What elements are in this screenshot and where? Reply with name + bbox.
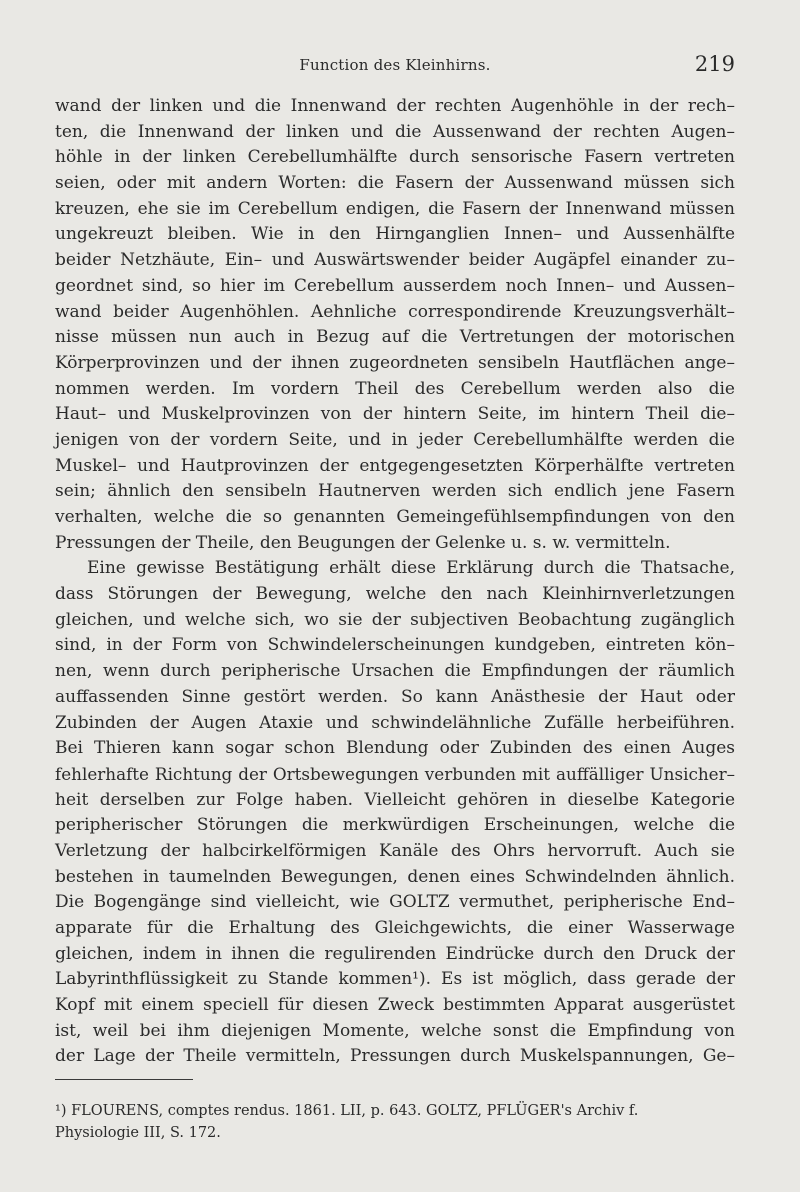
text-line: nommen werden. Im vordern Theil des Cerebellum werden also die bbox=[55, 378, 735, 399]
text-line: ist, weil bei ihm diejenigen Momente, welche sonst die Empfindung von bbox=[55, 1020, 735, 1041]
text-line: auffassenden Sinne gestört werden. So kann Anästhesie der Haut oder bbox=[55, 686, 735, 707]
text-line: geordnet sind, so hier im Cerebellum ausserdem noch Innen– und Aussen– bbox=[55, 275, 735, 296]
page-number: 219 bbox=[694, 52, 735, 76]
text-line: peripherischer Störungen die merkwürdigen Erscheinungen, welche die bbox=[55, 815, 735, 836]
text-line: seien, oder mit andern Worten: die Fasern der Aussenwand müssen sich bbox=[55, 173, 735, 194]
text-line: verhalten, welche die so genannten Gemeingefühlsempfindungen von den bbox=[55, 507, 735, 527]
text-line: bestehen in taumelnden Bewegungen, denen eines Schwindelnden ähnlich. bbox=[55, 866, 735, 887]
page-header bbox=[55, 52, 735, 84]
text-line: gleichen, indem in ihnen die regulirenden Eindrücke durch den Druck der bbox=[55, 943, 735, 964]
text-line: Kopf mit einem speciell für diesen Zweck bestimmten Apparat ausgerüstet bbox=[55, 995, 735, 1016]
body-text bbox=[55, 94, 735, 1070]
text-line: Verletzung der halbcirkelförmigen Kanäle des Ohrs hervorruft. Auch sie bbox=[55, 840, 735, 861]
text-line: höhle in der linken Cerebellumhälfte durch sensorische Fasern vertreten bbox=[55, 147, 735, 168]
text-line: Pressungen der Theile, den Beugungen der Gelenke u. s. w. vermitteln. bbox=[55, 532, 671, 553]
text-line: Die Bogengänge sind vielleicht, wie GOLTZ vermuthet, peripherische End– bbox=[55, 892, 735, 913]
text-line: heit derselben zur Folge haben. Vielleicht gehören in dieselbe Kategorie bbox=[55, 789, 735, 810]
text-line: der Lage der Theile vermitteln, Pressungen durch Muskelspannungen, Ge– bbox=[55, 1046, 735, 1067]
text-line: kreuzen, ehe sie im Cerebellum endigen, die Fasern der Innenwand müssen bbox=[55, 198, 735, 219]
text-line: dass Störungen der Bewegung, welche den nach Kleinhirnverletzungen bbox=[55, 584, 735, 605]
text-line: sind, in der Form von Schwindelerscheinungen kundgeben, eintreten kön– bbox=[55, 635, 735, 656]
footnote-line: Physiologie III, S. 172. bbox=[55, 1125, 221, 1141]
text-line: apparate für die Erhaltung des Gleichgewichts, die einer Wasserwage bbox=[55, 918, 735, 938]
text-line: nisse müssen nun auch in Bezug auf die Vertretungen der motorischen bbox=[55, 327, 735, 348]
text-line: jenigen von der vordern Seite, und in jeder Cerebellumhälfte werden die bbox=[55, 429, 735, 450]
running-head: Function des Kleinhirns. bbox=[299, 56, 491, 74]
text-line: Haut– und Muskelprovinzen von der hintern Seite, im hintern Theil die– bbox=[55, 404, 735, 425]
text-line: Zubinden der Augen Ataxie und schwindelähnliche Zufälle herbeiführen. bbox=[55, 712, 735, 733]
text-line: fehlerhafte Richtung der Ortsbewegungen verbunden mit auffälliger Unsicher– bbox=[55, 763, 735, 784]
text-line: nen, wenn durch peripherische Ursachen die Empfindungen der räumlich bbox=[55, 661, 735, 682]
footnote bbox=[55, 1100, 735, 1144]
text-line: wand beider Augenhöhlen. Aehnliche correspondirende Kreuzungsverhält– bbox=[55, 301, 735, 322]
text-line: ungekreuzt bleiben. Wie in den Hirnganglien Innen– und Aussenhälfte bbox=[55, 224, 735, 245]
text-line: Eine gewisse Bestätigung erhält diese Erklärung durch die Thatsache, bbox=[87, 558, 735, 579]
text-line: beider Netzhäute, Ein– und Auswärtswender beider Augäpfel einander zu– bbox=[55, 250, 735, 271]
footnote-rule bbox=[55, 1079, 193, 1080]
text-line: sein; ähnlich den sensibeln Hautnerven werden sich endlich jene Fasern bbox=[55, 481, 735, 502]
text-line: Körperprovinzen und der ihnen zugeordneten sensibeln Hautflächen ange– bbox=[55, 352, 735, 373]
footnote-line: ¹) FLOURENS, comptes rendus. 1861. LII, p. 643. GOLTZ, PFLÜGER's Archiv f. bbox=[55, 1103, 639, 1119]
text-line: ten, die Innenwand der linken und die Aussenwand der rechten Augen– bbox=[55, 121, 735, 142]
text-line: Labyrinthflüssigkeit zu Stande kommen¹). Es ist möglich, dass gerade der bbox=[55, 969, 735, 990]
text-line: Bei Thieren kann sogar schon Blendung oder Zubinden des einen Auges bbox=[55, 738, 735, 759]
text-line: wand der linken und die Innenwand der rechten Augenhöhle in der rech– bbox=[55, 96, 735, 116]
text-line: gleichen, und welche sich, wo sie der subjectiven Beobachtung zugänglich bbox=[55, 609, 735, 630]
text-line: Muskel– und Hautprovinzen der entgegengesetzten Körperhälfte vertreten bbox=[55, 455, 735, 476]
